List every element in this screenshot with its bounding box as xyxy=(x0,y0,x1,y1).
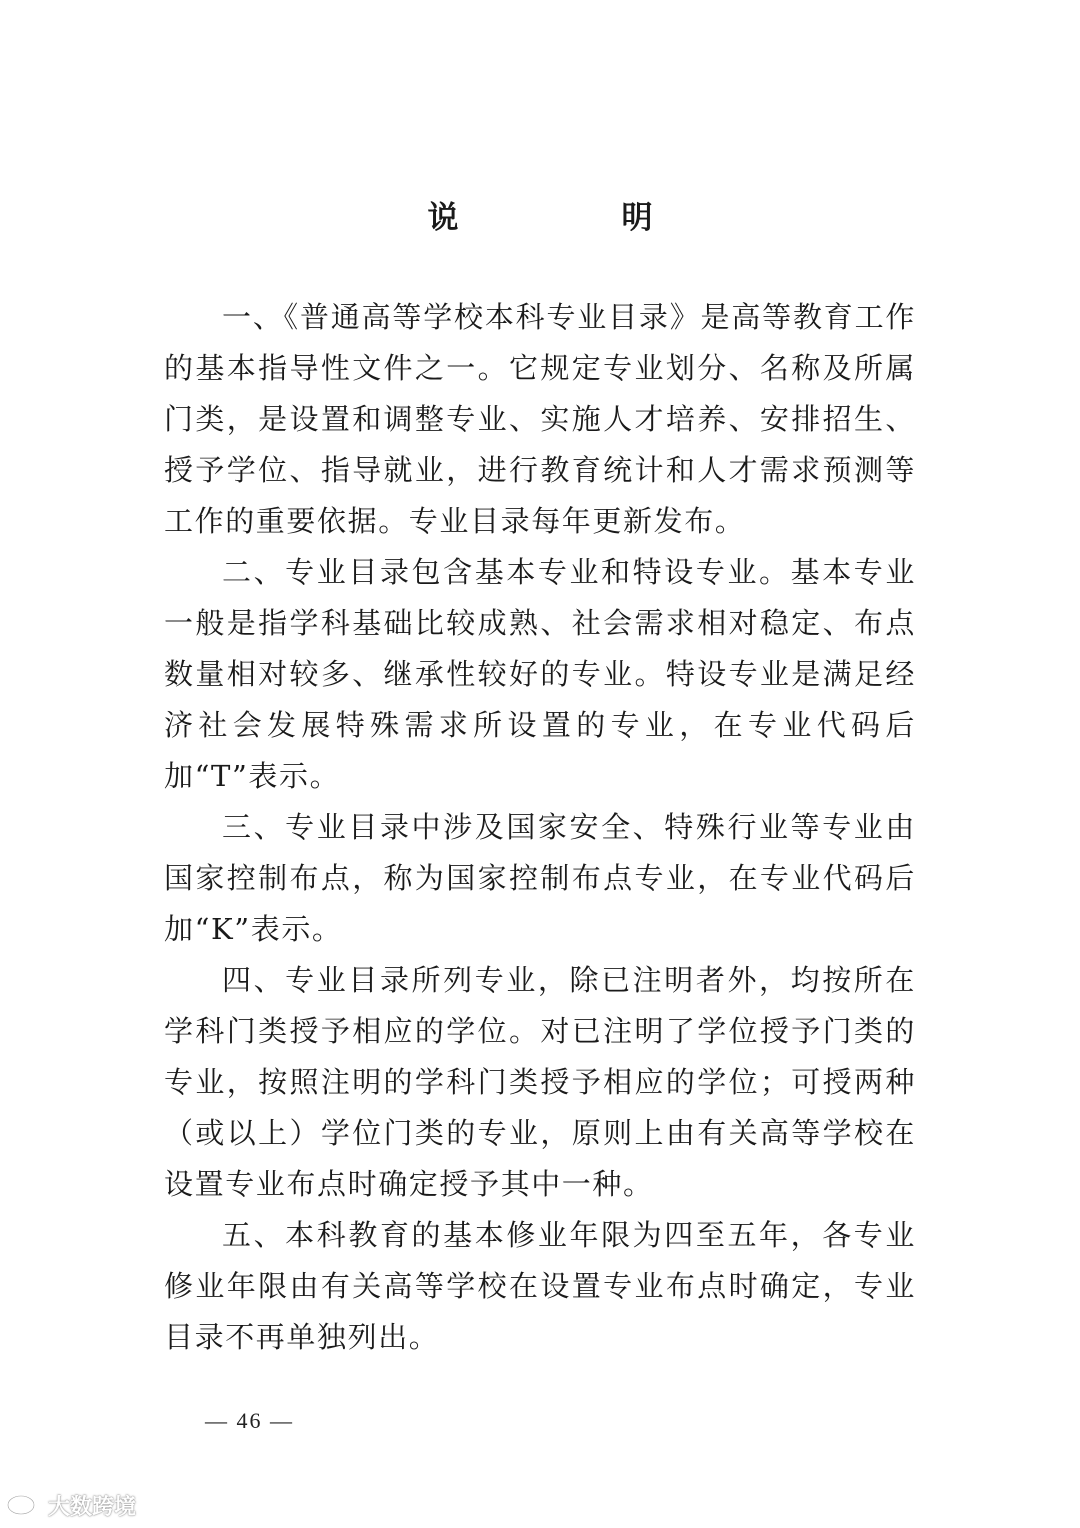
document-body xyxy=(164,292,916,1363)
paragraph-1: 一、《普通高等学校本科专业目录》是高等教育工作的基本指导性文件之一。它规定专业划分、名称及所属门类，是设置和调整专业、实施人才培养、安排招生、授予学位、指导就业，进行教育统计和人才需求预测等工作的重要依据。专业目录每年更新发布。 xyxy=(164,300,916,538)
paragraph-5: 五、本科教育的基本修业年限为四至五年，各专业修业年限由有关高等学校在设置专业布点时确定，专业目录不再单独列出。 xyxy=(164,1218,916,1354)
paragraph-4: 四、专业目录所列专业，除已注明者外，均按所在学科门类授予相应的学位。对已注明了学位授予门类的专业，按照注明的学科门类授予相应的学位；可授两种（或以上）学位门类的专业，原则上由有关高等学校在设置专业布点时确定授予其中一种。 xyxy=(164,963,916,1201)
page-title: 说 明 xyxy=(427,200,719,236)
watermark xyxy=(6,1488,136,1522)
weibo-logo-icon xyxy=(6,1488,44,1522)
paragraph-3: 三、专业目录中涉及国家安全、特殊行业等专业由国家控制布点，称为国家控制布点专业，在专业代码后加“K”表示。 xyxy=(164,810,916,946)
paragraph-2: 二、专业目录包含基本专业和特设专业。基本专业一般是指学科基础比较成熟、社会需求相对稳定、布点数量相对较多、继承性较好的专业。特设专业是满足经济社会发展特殊需求所设置的专业，在专业代码后加“T”表示。 xyxy=(164,555,916,793)
watermark-text: 大数跨境 xyxy=(48,1494,137,1520)
page-number: — 46 — xyxy=(205,1408,294,1433)
